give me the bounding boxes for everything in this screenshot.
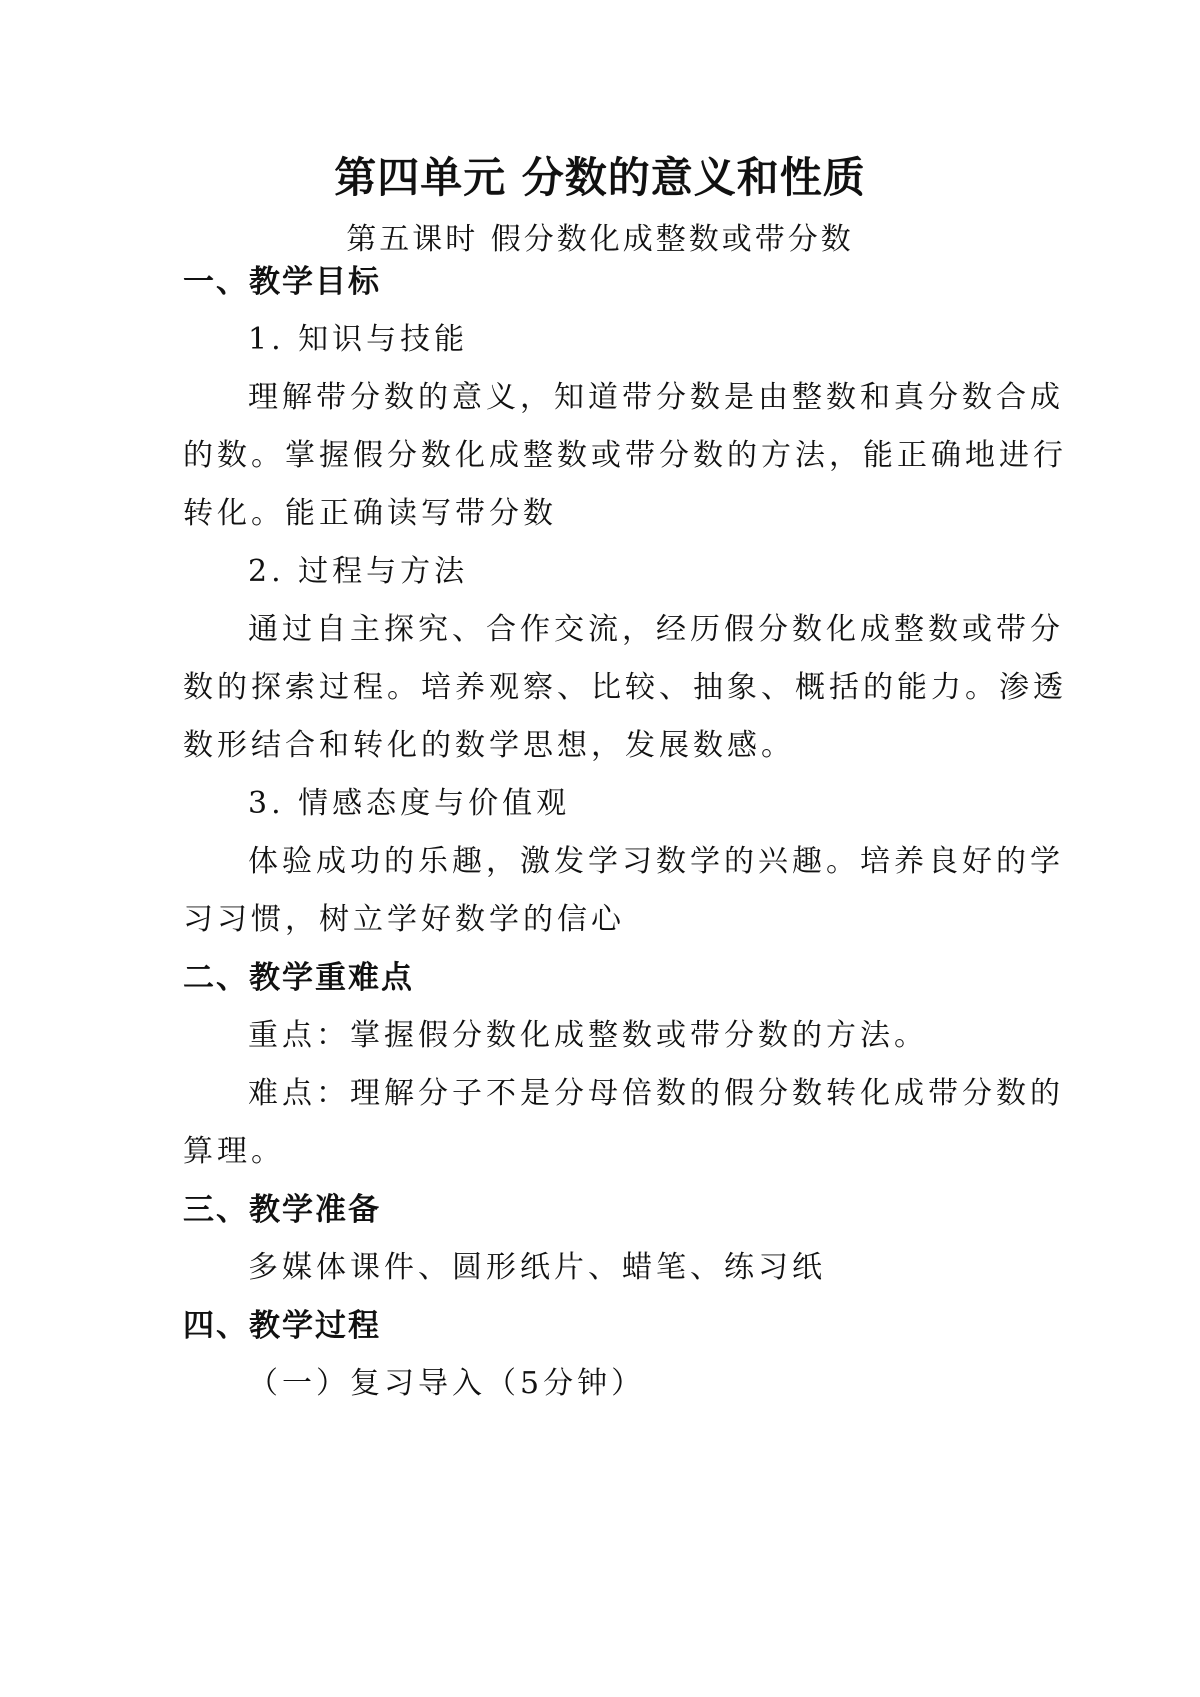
- objective-2-line-2: 数的探索过程。培养观察、比较、抽象、概括的能力。渗透: [183, 670, 1067, 705]
- preparation-materials: 多媒体课件、圆形纸片、蜡笔、练习纸: [248, 1250, 826, 1285]
- section-heading-process: 四、教学过程: [183, 1308, 381, 1344]
- key-point-text: 重点：掌握假分数化成整数或带分数的方法。: [248, 1018, 928, 1053]
- objective-2-line-3: 数形结合和转化的数学思想，发展数感。: [183, 728, 795, 763]
- objective-1-line-3: 转化。能正确读写带分数: [183, 496, 557, 531]
- objective-2-line-1: 通过自主探究、合作交流，经历假分数化成整数或带分: [248, 612, 1064, 647]
- process-step-1: （一）复习导入（5分钟）: [248, 1366, 646, 1401]
- page-subtitle: 第五课时 假分数化成整数或带分数: [346, 222, 854, 257]
- objective-3-line-1: 体验成功的乐趣，激发学习数学的兴趣。培养良好的学: [248, 844, 1064, 879]
- section-heading-preparation: 三、教学准备: [183, 1192, 381, 1228]
- objective-3-line-2: 习习惯，树立学好数学的信心: [183, 902, 625, 937]
- objective-2-title: 2. 过程与方法: [248, 554, 469, 589]
- difficulty-line-2: 算理。: [183, 1134, 285, 1169]
- section-heading-key-points: 二、教学重难点: [183, 960, 414, 996]
- objective-3-title: 3. 情感态度与价值观: [248, 786, 571, 821]
- difficulty-line-1: 难点：理解分子不是分母倍数的假分数转化成带分数的: [248, 1076, 1064, 1111]
- objective-1-title: 1. 知识与技能: [248, 322, 469, 357]
- page-title: 第四单元 分数的意义和性质: [334, 153, 866, 202]
- section-heading-objectives: 一、教学目标: [183, 264, 381, 300]
- objective-1-line-2: 的数。掌握假分数化成整数或带分数的方法，能正确地进行: [183, 438, 1067, 473]
- objective-1-line-1: 理解带分数的意义，知道带分数是由整数和真分数合成: [248, 380, 1064, 415]
